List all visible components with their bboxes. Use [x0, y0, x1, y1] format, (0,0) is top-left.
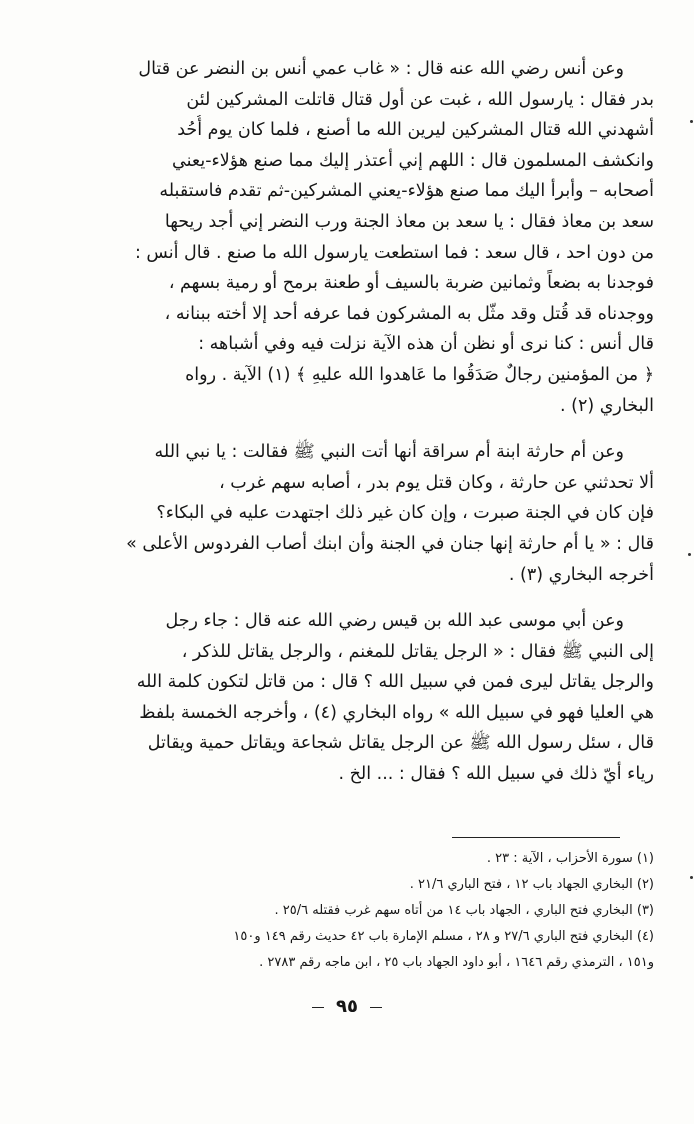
page-number	[0, 996, 694, 1017]
footnote-4-continued: و١٥١ ، الترمذي رقم ١٦٤٦ ، أبو داود الجهاد باب ٢٥ ، ابن ماجه رقم ٢٧٨٣ .	[259, 955, 654, 970]
dash-icon	[370, 1007, 382, 1008]
text-line: أخرجه البخاري (٣) .	[508, 564, 654, 585]
page-number-value: ٩٥	[336, 996, 358, 1017]
text-line: هي العليا فهو في سبيل الله » رواه البخاري (٤) ، وأخرجه الخمسة بلفظ	[139, 702, 654, 723]
footnote-2: (٢) البخاري الجهاد باب ١٢ ، فتح الباري ٢١/٦ .	[409, 877, 654, 892]
quran-verse-line: ﴿ من المؤمنين رجالٌ صَدَقُوا ما عَاهدوا الله عليهِ ﴾ (١) الآية . رواه	[185, 364, 654, 385]
text-line: أشهدني الله قتال المشركين ليرين الله ما أصنع ، فلما كان يوم أُحُد	[177, 120, 654, 141]
footnotes	[108, 846, 654, 976]
text-line: وانكشف المسلمون قال : اللهم إني أعتذر إليك مما صنع هؤلاء-يعني	[172, 150, 654, 171]
text-line: سعد بن معاذ فقال : يا سعد بن معاذ الجنة ورب النضر إني أجد ريحها	[164, 211, 654, 232]
text-line: إلى النبي ﷺ فقال : « الرجل يقاتل للمغنم ، والرجل يقاتل للذكر ،	[181, 641, 654, 662]
text-line: والرجل يقاتل ليرى فمن في سبيل الله ؟ قال : من قاتل لتكون كلمة الله	[136, 672, 654, 693]
main-text	[108, 54, 654, 806]
text-line: بدر فقال : يارسول الله ، غبت عن أول قتال قاتلت المشركين لئن	[186, 89, 654, 110]
text-line: ألا تحدثني عن حارثة ، وكان قتل يوم بدر ، أصابه سهم غرب ،	[219, 472, 654, 493]
text-line: فإن كان في الجنة صبرت ، وإن كان غير ذلك اجتهدت عليه في البكاء؟	[156, 503, 654, 524]
footnote-3: (٣) البخاري فتح الباري ، الجهاد باب ١٤ من أتاه سهم غرب فقتله ٢٥/٦ .	[274, 903, 654, 918]
footnote-4: (٤) البخاري فتح الباري ٢٧/٦ و ٢٨ ، مسلم الإمارة باب ٤٢ حديث رقم ١٤٩ و١٥٠	[233, 929, 654, 944]
text-line: فوجدنا به بضعاً وثمانين ضربة بالسيف أو طعنة برمح أو رمية بسهم ،	[168, 273, 654, 294]
text-line: وعن أنس رضي الله عنه قال : « غاب عمي أنس بن النضر عن قتال	[138, 59, 624, 79]
footnote-1: (١) سورة الأحزاب ، الآية : ٢٣ .	[486, 851, 654, 866]
text-line: ووجدناه قد قُتل وقد مثّل به المشركون فما عرفه أحد إلا أخته ببنانه ،	[164, 303, 654, 324]
text-line: قال أنس : كنا نرى أو نظن أن هذه الآية نزلت فيه وفي أشباهه :	[198, 334, 654, 355]
paragraph-umm-haritha	[108, 437, 654, 590]
text-line: البخاري (٢) .	[559, 395, 654, 416]
text-line: قال : « يا أم حارثة إنها جنان في الجنة وأن ابنك أصاب الفردوس الأعلى »	[126, 533, 654, 554]
scan-speck	[688, 553, 691, 556]
dash-icon	[312, 1007, 324, 1008]
paragraph-abu-musa	[108, 606, 654, 790]
paragraph-anas	[108, 54, 654, 421]
footnote-separator	[452, 837, 620, 838]
scan-speck	[690, 876, 693, 879]
scan-speck	[690, 120, 693, 123]
text-line: قال ، سئل رسول الله ﷺ عن الرجل يقاتل شجاعة ويقاتل حمية ويقاتل	[147, 733, 654, 754]
text-line: وعن أبي موسى عبد الله بن قيس رضي الله عنه قال : جاء رجل	[165, 611, 624, 632]
text-line: رياء أيّ ذلك في سبيل الله ؟ فقال : ... الخ .	[338, 764, 654, 785]
text-line: وعن أم حارثة ابنة أم سراقة أنها أتت النبي ﷺ فقالت : يا نبي الله	[154, 442, 624, 463]
text-line: أصحابه – وأبرأ اليك مما صنع هؤلاء-يعني المشركين-ثم تقدم فاستقبله	[159, 181, 654, 202]
text-line: من دون احد ، قال سعد : فما استطعت يارسول الله ما صنع . قال أنس :	[134, 242, 654, 263]
